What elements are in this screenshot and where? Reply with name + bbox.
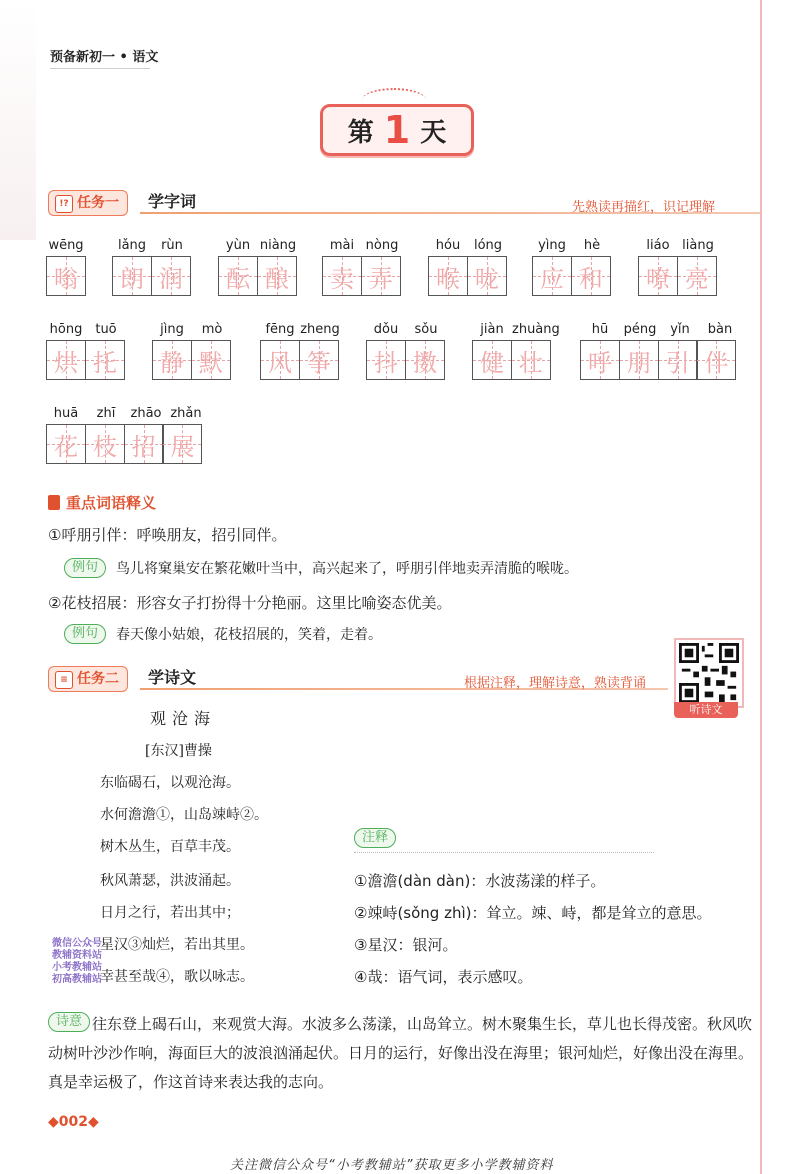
pinyin: niàng bbox=[259, 238, 297, 253]
day-badge bbox=[320, 104, 474, 156]
grid-cell[interactable] bbox=[85, 340, 125, 380]
example-tag: 例句 bbox=[64, 558, 106, 578]
pinyin: wēng bbox=[48, 238, 84, 253]
pinyin-row bbox=[46, 406, 206, 421]
pinyin: hōng bbox=[49, 322, 83, 337]
poem-line: 水何澹澹①，山岛竦峙②。 bbox=[100, 807, 268, 823]
pinyin-row bbox=[112, 238, 192, 253]
writing-grid bbox=[580, 340, 740, 380]
task1-tag-text: 任务一 bbox=[77, 195, 119, 211]
word-group bbox=[46, 406, 206, 464]
writing-grid bbox=[472, 340, 552, 380]
watermark-line: 小考教辅站 bbox=[52, 962, 102, 973]
pinyin: yǐn bbox=[670, 322, 690, 337]
pinyin: fēng bbox=[265, 322, 295, 337]
trace-character: 展 bbox=[170, 432, 195, 461]
writing-grid bbox=[638, 256, 718, 296]
grid-cell[interactable] bbox=[658, 340, 698, 380]
pinyin: jìng bbox=[160, 322, 184, 337]
task2-tag-text: 任务二 bbox=[77, 671, 119, 687]
grid-cell[interactable] bbox=[46, 340, 86, 380]
grid-cell[interactable] bbox=[191, 340, 231, 380]
grid-cell[interactable] bbox=[638, 256, 678, 296]
trace-character: 烘 bbox=[54, 348, 78, 377]
grid-cell[interactable] bbox=[361, 256, 401, 296]
word-group bbox=[366, 322, 446, 380]
trace-character: 喉 bbox=[436, 264, 460, 293]
pinyin: zhāo bbox=[130, 406, 162, 421]
trace-character: 润 bbox=[158, 264, 183, 293]
left-margin bbox=[0, 0, 36, 240]
pinyin-row bbox=[428, 238, 508, 253]
task2-tag bbox=[48, 666, 128, 692]
grid-cell[interactable] bbox=[428, 256, 468, 296]
writing-grid bbox=[428, 256, 508, 296]
poem-line: 东临碣石，以观沧海。 bbox=[100, 775, 240, 791]
note-item: ③星汉：银河。 bbox=[354, 936, 458, 954]
trace-character: 引 bbox=[665, 348, 690, 377]
grid-cell[interactable] bbox=[112, 256, 152, 296]
pinyin: zhǎn bbox=[170, 406, 202, 421]
writing-grid bbox=[46, 256, 86, 296]
pinyin: rùn bbox=[161, 238, 183, 253]
trace-character: 卖 bbox=[330, 264, 354, 293]
task2-header bbox=[48, 666, 670, 696]
trace-character: 嗡 bbox=[54, 264, 78, 293]
example-2 bbox=[64, 624, 382, 644]
pinyin-row bbox=[46, 322, 126, 337]
grid-cell[interactable] bbox=[152, 340, 192, 380]
grid-cell[interactable] bbox=[366, 340, 406, 380]
pinyin: huā bbox=[53, 406, 79, 421]
word-group bbox=[260, 322, 340, 380]
task1-label: 学字词 bbox=[148, 192, 197, 211]
trace-character: 弄 bbox=[368, 264, 393, 293]
poem-line: 秋风萧瑟，洪波涌起。 bbox=[100, 873, 240, 889]
writing-grid bbox=[46, 340, 126, 380]
word-group bbox=[428, 238, 508, 296]
trace-character: 花 bbox=[54, 432, 78, 461]
trace-character: 朋 bbox=[626, 348, 651, 377]
grid-cell[interactable] bbox=[580, 340, 620, 380]
task1-tag bbox=[48, 190, 128, 216]
trace-character: 枝 bbox=[92, 432, 117, 461]
pinyin: zhī bbox=[96, 406, 116, 421]
grid-cell[interactable] bbox=[46, 256, 86, 296]
pinyin: liàng bbox=[682, 238, 714, 253]
trace-character: 应 bbox=[540, 264, 564, 293]
day-number: 1 bbox=[383, 108, 411, 152]
key-words-heading-text: 重点词语释义 bbox=[66, 494, 157, 512]
pinyin-row bbox=[472, 322, 560, 337]
grid-cell[interactable] bbox=[260, 340, 300, 380]
grid-cell[interactable] bbox=[696, 340, 736, 380]
writing-grid bbox=[322, 256, 402, 296]
trace-character: 呼 bbox=[588, 348, 612, 377]
example-2-text: 春天像小姑娘，花枝招展的，笑着，走着。 bbox=[116, 627, 383, 643]
poem-meaning-tag: 诗意 bbox=[48, 1012, 90, 1032]
pinyin: hóu bbox=[435, 238, 461, 253]
definition-2: ②花枝招展：形容女子打扮得十分艳丽。这里比喻姿态优美。 bbox=[48, 594, 452, 612]
grid-cell[interactable] bbox=[472, 340, 512, 380]
watermark-line: 初高教辅站 bbox=[52, 974, 102, 985]
example-tag: 例句 bbox=[64, 624, 106, 644]
pinyin: lǎng bbox=[117, 238, 147, 253]
poem-title: 观沧海 bbox=[150, 709, 217, 728]
pinyin-row bbox=[46, 238, 86, 253]
word-group bbox=[638, 238, 718, 296]
notes-rule bbox=[354, 852, 654, 853]
grid-cell[interactable] bbox=[124, 424, 164, 464]
trace-character: 亮 bbox=[684, 264, 709, 293]
pinyin-row bbox=[260, 322, 340, 337]
writing-grid bbox=[152, 340, 232, 380]
grid-cell[interactable] bbox=[162, 424, 202, 464]
word-group bbox=[46, 238, 86, 296]
writing-grid bbox=[46, 424, 206, 464]
trace-character: 默 bbox=[198, 348, 223, 377]
writing-grid bbox=[366, 340, 446, 380]
pinyin-row bbox=[218, 238, 298, 253]
task1-hint: 先熟读再描红，识记理解 bbox=[572, 200, 716, 215]
day-suffix: 天 bbox=[420, 117, 447, 148]
grid-cell[interactable] bbox=[677, 256, 717, 296]
word-group bbox=[532, 238, 612, 296]
trace-character: 擞 bbox=[412, 348, 437, 377]
watermark-line: 教辅资料站 bbox=[52, 950, 102, 961]
page-number: ◆002◆ bbox=[48, 1114, 99, 1130]
qr-code-icon bbox=[679, 643, 739, 703]
qr-code[interactable] bbox=[676, 640, 742, 706]
trace-character: 静 bbox=[160, 348, 184, 377]
trace-character: 咙 bbox=[474, 264, 499, 293]
pinyin: sǒu bbox=[414, 322, 438, 337]
key-words-heading bbox=[48, 492, 156, 513]
poem-line: 日月之行，若出其中； bbox=[100, 905, 240, 921]
trace-character: 朗 bbox=[120, 264, 144, 293]
pinyin-row bbox=[580, 322, 740, 337]
watermark-line: 微信公众号 bbox=[52, 938, 102, 949]
trace-character: 壮 bbox=[518, 348, 543, 377]
trace-character: 筝 bbox=[306, 348, 331, 377]
trace-character: 伴 bbox=[704, 348, 729, 377]
grid-cell[interactable] bbox=[532, 256, 572, 296]
page-number-text: 002 bbox=[58, 1114, 89, 1130]
pinyin: péng bbox=[623, 322, 657, 337]
word-group bbox=[152, 322, 232, 380]
pinyin: mò bbox=[201, 322, 223, 337]
pinyin-row bbox=[152, 322, 232, 337]
grid-cell[interactable] bbox=[322, 256, 362, 296]
note-item: ②竦峙(sǒng zhì)：耸立。竦、峙，都是耸立的意思。 bbox=[354, 904, 712, 922]
word-group bbox=[580, 322, 740, 380]
example-1 bbox=[64, 558, 578, 578]
trace-character: 酝 bbox=[226, 264, 250, 293]
trace-character: 健 bbox=[480, 348, 504, 377]
example-1-text: 鸟儿将窠巢安在繁花嫩叶当中，高兴起来了，呼朋引伴地卖弄清脆的喉咙。 bbox=[116, 561, 579, 577]
writing-grid bbox=[532, 256, 612, 296]
note-item: ①澹澹(dàn dàn)：水波荡漾的样子。 bbox=[354, 872, 606, 890]
trace-character: 和 bbox=[578, 264, 603, 293]
qr-label: 听诗文 bbox=[674, 702, 738, 718]
poem-meaning-text: 往东登上碣石山，来观赏大海。水波多么荡漾，山岛耸立。树木聚集生长，草儿也长得茂密。秋风吹动树叶沙沙作响，海面巨大的波浪汹涌起伏。日月的运行，好像出没在海里；银河灿烂，好像出没在海里。真是幸运极了，作这首诗来表达我的志向。 bbox=[48, 1015, 754, 1091]
grid-cell[interactable] bbox=[85, 424, 125, 464]
task2-label: 学诗文 bbox=[148, 668, 197, 687]
grid-cell[interactable] bbox=[257, 256, 297, 296]
pinyin: zhuàng bbox=[512, 322, 560, 337]
word-group bbox=[322, 238, 402, 296]
writing-grid bbox=[112, 256, 192, 296]
pinyin: zheng bbox=[300, 322, 340, 337]
pinyin: hū bbox=[591, 322, 609, 337]
trace-character: 抖 bbox=[374, 348, 398, 377]
note-item: ④哉：语气词，表示感叹。 bbox=[354, 968, 533, 986]
pinyin-row bbox=[322, 238, 402, 253]
word-group bbox=[112, 238, 192, 296]
grid-cell[interactable] bbox=[151, 256, 191, 296]
pinyin: dǒu bbox=[373, 322, 399, 337]
grid-cell[interactable] bbox=[405, 340, 445, 380]
word-group bbox=[46, 322, 126, 380]
pinyin: nòng bbox=[365, 238, 399, 253]
trace-character: 酿 bbox=[264, 264, 289, 293]
task-icon: ≡ bbox=[55, 671, 73, 689]
definition-1: ①呼朋引伴：呼唤朋友，招引同伴。 bbox=[48, 526, 287, 544]
pinyin: jiàn bbox=[480, 322, 504, 337]
grid-cell[interactable] bbox=[467, 256, 507, 296]
trace-character: 招 bbox=[131, 432, 156, 461]
word-group bbox=[218, 238, 298, 296]
task-icon: !? bbox=[55, 195, 73, 213]
poem-author: [东汉]曹操 bbox=[145, 743, 212, 759]
pinyin: bàn bbox=[707, 322, 733, 337]
trace-character: 风 bbox=[268, 348, 292, 377]
grid-cell[interactable] bbox=[46, 424, 86, 464]
poem-line: 树木丛生，百草丰茂。 bbox=[100, 839, 240, 855]
grid-cell[interactable] bbox=[299, 340, 339, 380]
day-prefix: 第 bbox=[347, 117, 374, 148]
pinyin-row bbox=[532, 238, 612, 253]
task1-header bbox=[48, 190, 760, 220]
pinyin: yùn bbox=[225, 238, 251, 253]
footer-note: 关注微信公众号“小考教辅站”获取更多小学教辅资料 bbox=[230, 1158, 554, 1173]
trace-character: 托 bbox=[92, 348, 117, 377]
poem-line: 幸甚至哉④，歌以咏志。 bbox=[100, 969, 254, 985]
pinyin: hè bbox=[583, 238, 601, 253]
writing-grid bbox=[260, 340, 340, 380]
pinyin: tuō bbox=[95, 322, 117, 337]
book-icon bbox=[48, 495, 60, 510]
header-title: 预备新初一 • 语文 bbox=[50, 50, 159, 65]
side-watermark bbox=[52, 938, 102, 986]
notes-tag: 注释 bbox=[354, 828, 396, 848]
pinyin-row bbox=[366, 322, 446, 337]
grid-cell[interactable] bbox=[218, 256, 258, 296]
word-group bbox=[472, 322, 560, 380]
pinyin: yìng bbox=[538, 238, 566, 253]
grid-cell[interactable] bbox=[619, 340, 659, 380]
pinyin: lóng bbox=[473, 238, 503, 253]
trace-character: 嘹 bbox=[646, 264, 670, 293]
pinyin: liáo bbox=[646, 238, 670, 253]
pinyin: mài bbox=[329, 238, 355, 253]
pinyin-row bbox=[638, 238, 718, 253]
writing-grid bbox=[218, 256, 298, 296]
header-rule bbox=[50, 68, 150, 69]
grid-cell[interactable] bbox=[571, 256, 611, 296]
grid-cell[interactable] bbox=[511, 340, 551, 380]
task2-hint: 根据注释，理解诗意，熟读背诵 bbox=[464, 676, 647, 691]
poem-line: 星汉③灿烂，若出其里。 bbox=[100, 937, 254, 953]
